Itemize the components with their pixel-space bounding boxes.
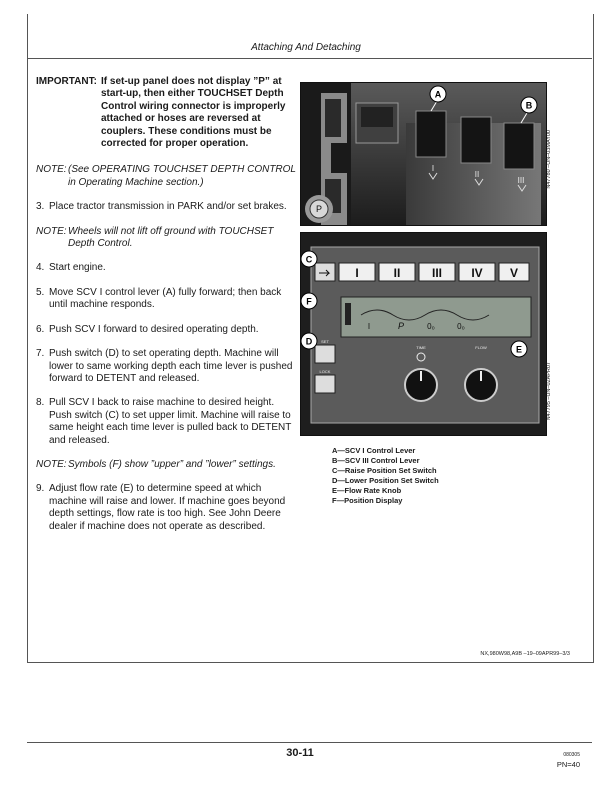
print-code: 080305 [563, 752, 580, 758]
step-number: 8. [36, 397, 45, 409]
park-knob-label: P [315, 204, 323, 214]
step-number: 5. [36, 286, 45, 298]
step-text: Push switch (D) to set operating depth. Machine will lower to same working depth each time lever is pushed forward to DETENT and released. [49, 348, 293, 384]
step-3 [36, 201, 298, 213]
display-symbol-4: 0₀ [457, 322, 465, 331]
flow-label: FLOW [475, 345, 487, 350]
scv-button-iii: III [431, 266, 443, 280]
lever-label-ii: II [474, 170, 480, 179]
step-number: 9. [36, 483, 45, 495]
step-text: Adjust flow rate (E) to determine speed at which machine will raise and lower. If machine goes beyond depth settings, flow rate is too high. See John Deere dealer if machine does not operate as described. [49, 483, 286, 532]
legend-item: E—Flow Rate Knob [332, 486, 402, 495]
step-text: Place tractor transmission in PARK and/or set brakes. [49, 201, 287, 213]
callout-b: B [525, 100, 533, 111]
step-8 [36, 397, 298, 447]
figure-legend [332, 446, 439, 506]
legend-item: D—Lower Position Set Switch [332, 476, 439, 485]
legend-item: A—SCV I Control Lever [332, 446, 416, 455]
callout-a: A [434, 89, 442, 100]
page-number: 30-11 [286, 747, 314, 759]
time-label: TIME [416, 345, 426, 350]
section-title: Attaching And Detaching [251, 42, 361, 53]
step-text: Pull SCV I back to raise machine to desired height. Push switch (C) to set upper limit. Machine will raise to same height each time lever is pulled back to DETENT and released. [49, 397, 292, 446]
step-text: Start engine. [49, 262, 106, 274]
note-3 [36, 459, 298, 471]
step-7 [36, 348, 298, 385]
touchset-panel-photo [300, 232, 547, 436]
important-label: IMPORTANT: [36, 76, 97, 87]
lever-label-i: I [431, 164, 435, 173]
callout-f: F [306, 296, 312, 307]
step-9 [36, 483, 298, 533]
scv-button-i: I [355, 266, 359, 280]
step-number: 6. [36, 323, 45, 335]
title-divider [27, 58, 592, 59]
important-block [36, 76, 298, 150]
instructions-column [36, 76, 298, 545]
display-symbol-2: P [397, 321, 405, 331]
display-symbol-1: I [367, 322, 371, 331]
set-label: SET [321, 339, 329, 344]
note-text: Wheels will not lift off ground with TOUCHSET Depth Control. [68, 225, 274, 250]
callout-e: E [515, 344, 523, 355]
note-1 [36, 164, 298, 189]
note-text: Symbols (F) show ”upper” and ”lower” settings. [68, 458, 276, 470]
note-label: NOTE: [36, 164, 67, 176]
scv-button-ii: II [393, 266, 401, 280]
pn-number: PN=40 [556, 760, 580, 769]
scv-button-v: V [509, 266, 519, 280]
step-number: 7. [36, 348, 45, 360]
callout-d: D [305, 336, 313, 347]
step-4 [36, 262, 298, 274]
legend-item: C—Raise Position Set Switch [332, 466, 437, 475]
lock-label: LOCK [319, 369, 331, 374]
note-text: (See OPERATING TOUCHSET DEPTH CONTROL in Operating Machine section.) [68, 164, 296, 188]
scv-button-iv: IV [471, 266, 483, 280]
figure1-code: N47780 –UN–03MAY00 [546, 130, 552, 189]
scv-levers-illustration [301, 83, 546, 225]
step-5 [36, 287, 298, 312]
display-symbol-3: 0₀ [427, 322, 435, 331]
reference-code: NX,980W98,A9B –19–09APR99–3/3 [480, 651, 570, 657]
note-label: NOTE: [36, 225, 67, 237]
note-2 [36, 226, 298, 251]
lever-label-iii: III [517, 176, 525, 185]
step-text: Push SCV I forward to desired operating depth. [49, 323, 259, 335]
step-number: 3. [36, 201, 45, 213]
legend-item: F—Position Display [332, 496, 403, 505]
step-6 [36, 324, 298, 336]
touchset-panel-illustration [301, 233, 546, 435]
scv-levers-photo [300, 82, 547, 226]
figure2-code: N47795 –UN–02APR07 [546, 362, 552, 421]
step-text: Move SCV I control lever (A) fully forward; then back until machine responds. [49, 286, 282, 311]
callout-c: C [305, 254, 313, 265]
important-text: If set-up panel does not display ”P” at start-up, then either TOUCHSET Depth Control wiring connector is improperly attached or hoses are reversed at couplers. These conditions must be corrected for proper operation. [101, 76, 286, 150]
note-label: NOTE: [36, 458, 67, 470]
step-number: 4. [36, 262, 45, 274]
legend-item: B—SCV III Control Lever [332, 456, 420, 465]
footer-divider [27, 742, 592, 743]
